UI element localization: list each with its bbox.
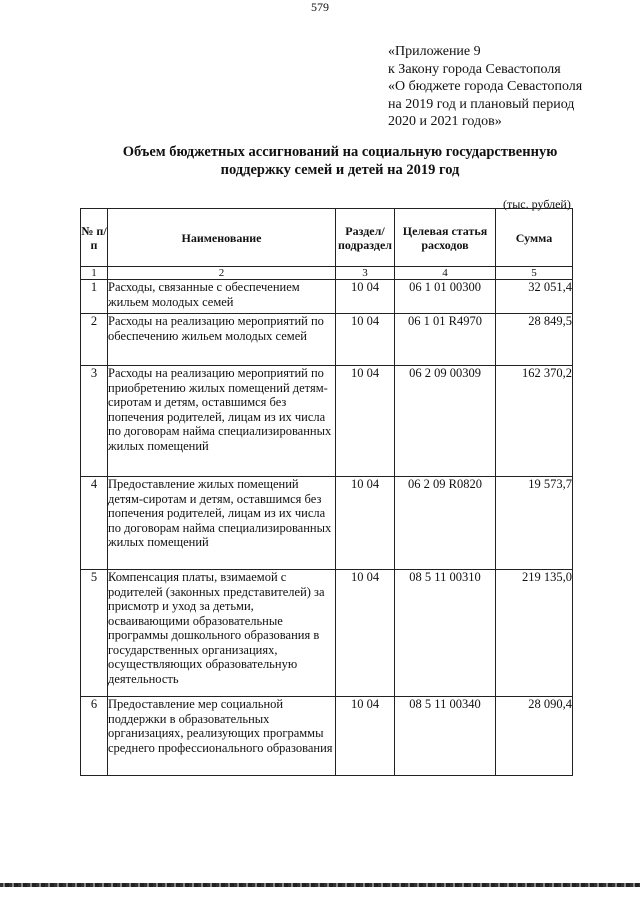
table-header-row <box>81 209 573 267</box>
row-name: Предоставление мер социальной поддержки в образовательных организациях, реализующих программы среднего профессионального образования <box>108 697 336 776</box>
units-note: (тыс. рублей) <box>503 197 571 211</box>
col-number: 5 <box>496 267 573 280</box>
col-number: 4 <box>395 267 496 280</box>
table-row <box>81 366 573 477</box>
row-code: 08 5 11 00310 <box>395 570 496 697</box>
appendix-line: «Приложение 9 <box>388 44 481 59</box>
row-sum: 28 090,4 <box>496 697 573 776</box>
row-sum: 19 573,7 <box>496 477 573 570</box>
appendix-line: «О бюджете города Севастополя <box>388 79 583 94</box>
row-num: 3 <box>81 366 108 477</box>
table-row <box>81 697 573 776</box>
col-number: 1 <box>81 267 108 280</box>
table-row <box>81 280 573 314</box>
row-code: 06 1 01 00300 <box>395 280 496 314</box>
header-sum: Сумма <box>496 209 573 267</box>
table-row <box>81 477 573 570</box>
row-section: 10 04 <box>336 366 395 477</box>
row-code: 06 1 01 R4970 <box>395 314 496 366</box>
row-sum: 219 135,0 <box>496 570 573 697</box>
header-name: Наименование <box>108 209 336 267</box>
header-num: № п/п <box>81 209 108 267</box>
col-number: 2 <box>108 267 336 280</box>
row-num: 6 <box>81 697 108 776</box>
col-number: 3 <box>336 267 395 280</box>
title-line-1: Объем бюджетных ассигнований на социальную государственную <box>122 144 558 160</box>
row-num: 2 <box>81 314 108 366</box>
row-num: 1 <box>81 280 108 314</box>
document-title <box>80 143 600 179</box>
appendix-line: на 2019 год и плановый период <box>388 96 575 112</box>
table-row <box>81 570 573 697</box>
row-code: 08 5 11 00340 <box>395 697 496 776</box>
row-name: Расходы на реализацию мероприятий по обеспечению жильем молодых семей <box>108 314 336 366</box>
header-section: Раздел/ подраздел <box>336 209 395 267</box>
appendix-header <box>388 43 638 131</box>
page-number: 579 <box>311 0 329 14</box>
title-line-2: поддержку семей и детей на 2019 год <box>220 162 460 178</box>
row-code: 06 2 09 00309 <box>395 366 496 477</box>
row-sum: 32 051,4 <box>496 280 573 314</box>
table-row <box>81 314 573 366</box>
budget-table <box>80 208 573 776</box>
row-section: 10 04 <box>336 697 395 776</box>
row-name: Расходы, связанные с обеспечением жильем молодых семей <box>108 280 336 314</box>
row-num: 5 <box>81 570 108 697</box>
appendix-line: к Закону города Севастополя <box>388 61 561 77</box>
row-section: 10 04 <box>336 280 395 314</box>
row-name: Расходы на реализацию мероприятий по приобретению жилых помещений детям-сиротам и детям, оставшимся без попечения родителей, лицам из их числа по договорам найма специализированных жилых помещений <box>108 366 336 477</box>
row-code: 06 2 09 R0820 <box>395 477 496 570</box>
appendix-line: 2020 и 2021 годов» <box>388 114 502 129</box>
row-section: 10 04 <box>336 570 395 697</box>
header-code: Целевая статья расходов <box>395 209 496 267</box>
row-section: 10 04 <box>336 314 395 366</box>
column-number-row <box>81 267 573 280</box>
scan-edge-line <box>0 883 640 887</box>
row-name: Компенсация платы, взимаемой с родителей (законных представителей) за присмотр и уход за детьми, осваивающими образовательные программы дошкольного образования в государственных организациях, осуществляющих образовательную деятельность <box>108 570 336 697</box>
row-num: 4 <box>81 477 108 570</box>
row-name: Предоставление жилых помещений детям-сиротам и детям, оставшимся без попечения родителей, лицам из их числа по договорам найма специализированных жилых помещений <box>108 477 336 570</box>
row-sum: 162 370,2 <box>496 366 573 477</box>
row-sum: 28 849,5 <box>496 314 573 366</box>
row-section: 10 04 <box>336 477 395 570</box>
